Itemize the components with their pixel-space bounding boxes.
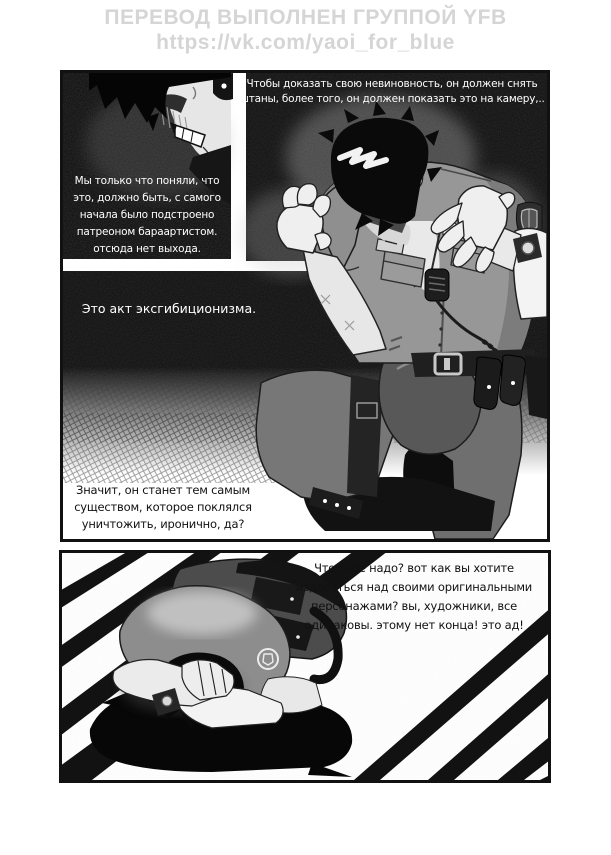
caption-line: патреоном бараартистом. xyxy=(76,226,218,238)
caption-line: Что тебе надо? вот как вы хотите xyxy=(314,561,514,575)
caption-line: уничтожить, иронично, да? xyxy=(81,517,245,531)
caption-line: существом, которое поклялся xyxy=(74,500,252,514)
caption-line: начала было подстроено xyxy=(79,209,215,221)
caption-line: отсюда нет выхода. xyxy=(93,243,201,255)
panel-bottom xyxy=(59,550,551,783)
caption-line: Это акт эксгибиционизма. xyxy=(81,301,257,316)
narration-top xyxy=(239,77,545,107)
inset-caption xyxy=(64,173,230,258)
caption-line: штаны, более того, он должен показать это на камеру,.. xyxy=(239,93,545,105)
caption-line: одинаковы. этому нет конца! это ад! xyxy=(304,618,524,632)
panel-bottom-caption xyxy=(284,559,544,635)
bottom-caption xyxy=(63,482,263,533)
caption-line: издеваться над своими оригинальными xyxy=(295,580,533,594)
mid-caption xyxy=(69,301,269,317)
watermark-line-2: https://vk.com/yaoi_for_blue xyxy=(156,31,455,54)
caption-line: Чтобы доказать свою невиновность, он должен снять xyxy=(246,78,538,90)
watermark-line-1: ПЕРЕВОД ВЫПОЛНЕН ГРУППОЙ YFB xyxy=(104,6,507,29)
caption-line: это, должно быть, с самого xyxy=(73,192,221,204)
translator-watermark xyxy=(0,5,611,55)
panel-top xyxy=(60,70,550,542)
caption-line: Значит, он станет тем самым xyxy=(76,483,250,497)
caption-line: Мы только что поняли, что xyxy=(74,175,220,187)
caption-line: персонажами? вы, художники, все xyxy=(311,599,517,613)
